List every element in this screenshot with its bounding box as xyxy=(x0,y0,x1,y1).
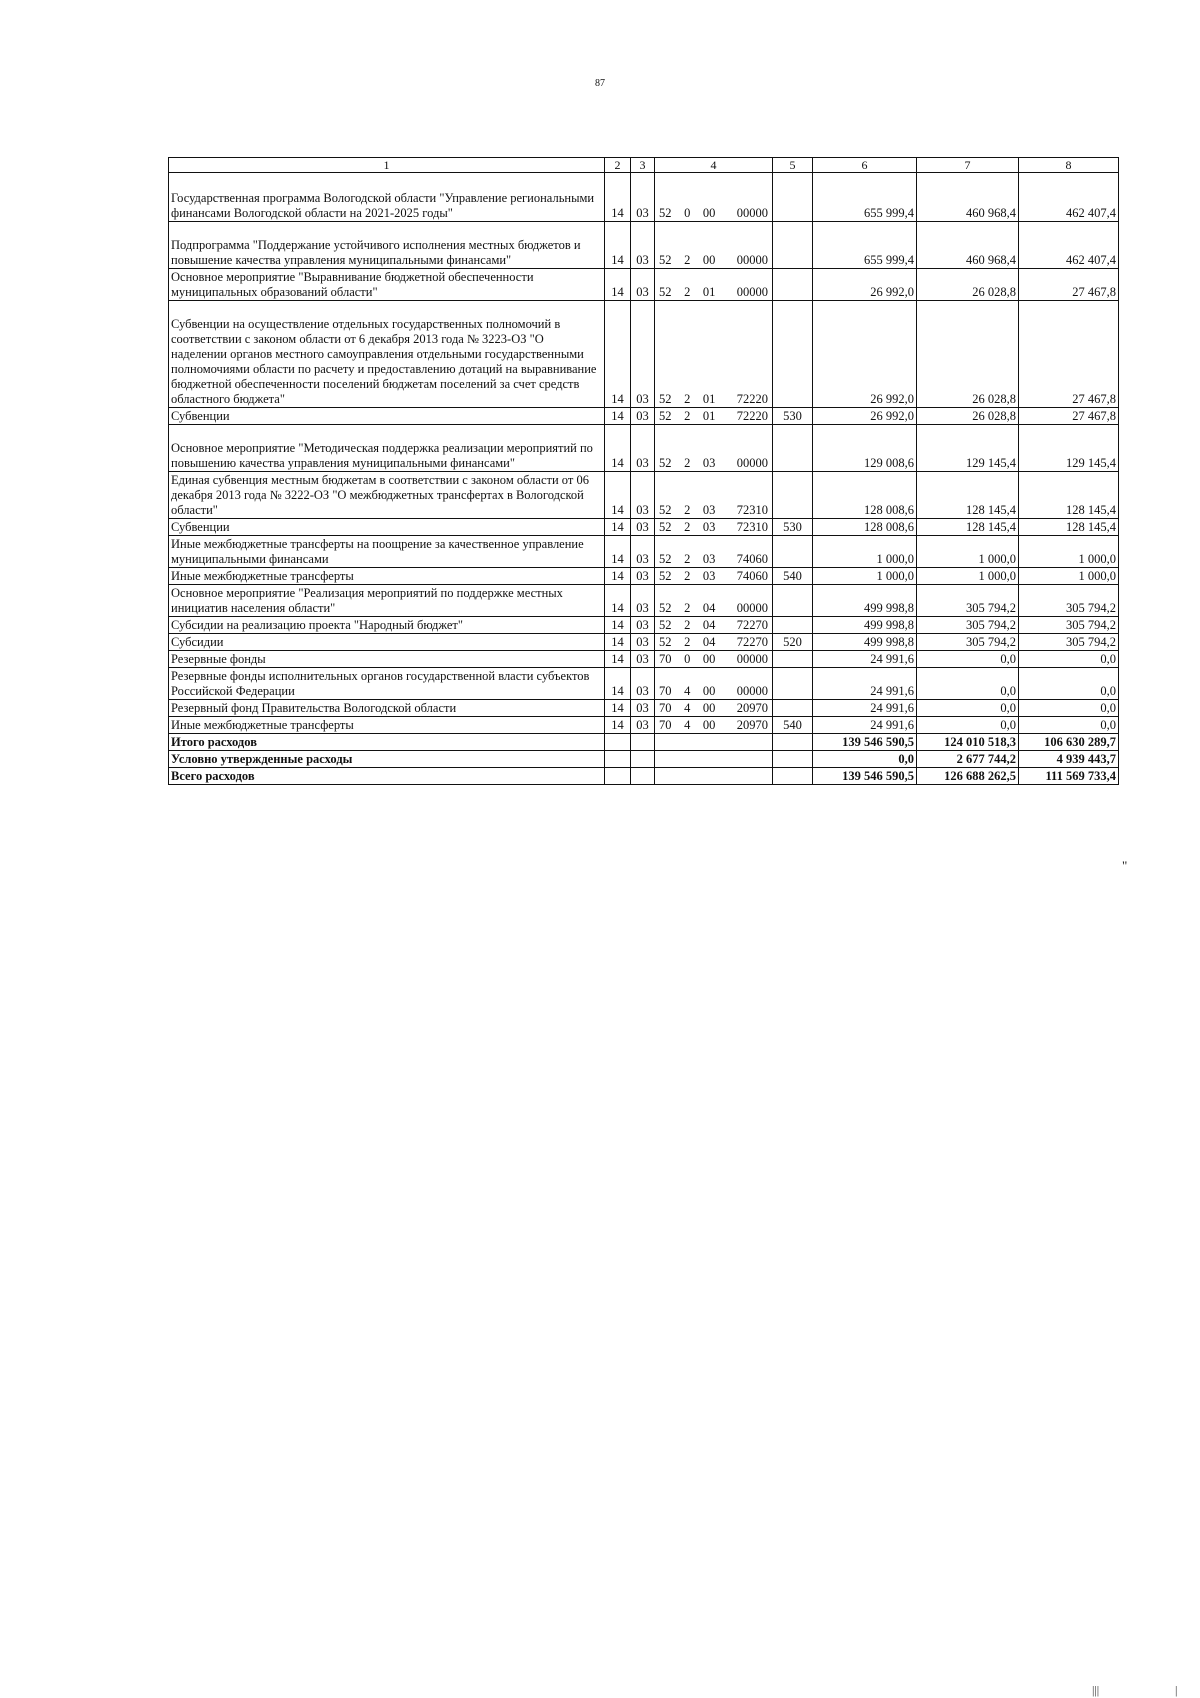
target-article-part: 70 xyxy=(659,652,672,667)
target-article-parts xyxy=(657,652,770,667)
expense-type-code: 540 xyxy=(773,568,813,585)
header-cell: 4 xyxy=(655,158,773,173)
section-code: 14 xyxy=(605,301,631,408)
table-row xyxy=(169,617,1119,634)
amount-col-7: 26 028,8 xyxy=(917,301,1019,408)
target-article-part: 01 xyxy=(702,285,716,300)
target-article-parts xyxy=(657,285,770,300)
amount-col-7: 305 794,2 xyxy=(917,617,1019,634)
section-code: 14 xyxy=(605,651,631,668)
row-name: Субсидии xyxy=(169,634,605,651)
amount-col-8: 0,0 xyxy=(1019,668,1119,700)
target-article-parts xyxy=(657,601,770,616)
target-article-part: 2 xyxy=(684,456,691,471)
target-article-part: 2 xyxy=(684,285,691,300)
amount-col-7: 305 794,2 xyxy=(917,585,1019,617)
row-name: Резервный фонд Правительства Вологодской области xyxy=(169,700,605,717)
target-article-parts xyxy=(657,392,770,407)
target-article-part: 72310 xyxy=(736,520,768,535)
target-article-code xyxy=(655,425,773,472)
subsection-code: 03 xyxy=(631,301,655,408)
target-article-part: 00000 xyxy=(736,253,768,268)
section-code: 14 xyxy=(605,634,631,651)
target-article-part: 52 xyxy=(659,618,672,633)
subsection-code: 03 xyxy=(631,651,655,668)
amount-col-6: 128 008,6 xyxy=(813,519,917,536)
expense-type-code xyxy=(773,585,813,617)
expense-type-code xyxy=(773,301,813,408)
target-article-part: 00 xyxy=(702,718,716,733)
expense-type-code xyxy=(773,425,813,472)
target-article-code xyxy=(655,301,773,408)
target-article-part: 20970 xyxy=(736,718,768,733)
amount-col-8: 1 000,0 xyxy=(1019,536,1119,568)
section-code: 14 xyxy=(605,269,631,301)
target-article-part: 03 xyxy=(702,520,716,535)
target-article-parts xyxy=(657,718,770,733)
target-article-part: 2 xyxy=(684,503,691,518)
target-article-code xyxy=(655,617,773,634)
target-article-part: 2 xyxy=(684,409,691,424)
target-article-part: 2 xyxy=(684,618,691,633)
target-article-part: 03 xyxy=(702,456,716,471)
target-article-part: 01 xyxy=(702,409,716,424)
section-code: 14 xyxy=(605,425,631,472)
amount-col-8: 27 467,8 xyxy=(1019,269,1119,301)
margin-mark: | xyxy=(1175,1683,1178,1697)
amount-col-7: 305 794,2 xyxy=(917,634,1019,651)
section-code: 14 xyxy=(605,519,631,536)
amount-col-7: 0,0 xyxy=(917,668,1019,700)
row-name: Субсидии на реализацию проекта "Народный бюджет" xyxy=(169,617,605,634)
subsection-code: 03 xyxy=(631,222,655,269)
row-name: Субвенции xyxy=(169,519,605,536)
target-article-code xyxy=(655,700,773,717)
table-row xyxy=(169,700,1119,717)
target-article-part: 0 xyxy=(684,206,691,221)
header-cell: 8 xyxy=(1019,158,1119,173)
target-article-part: 00 xyxy=(702,684,716,699)
target-article-part: 74060 xyxy=(736,569,768,584)
total-col-6: 0,0 xyxy=(813,751,917,768)
expense-type-code xyxy=(773,617,813,634)
row-name: Субвенции на осуществление отдельных государственных полномочий в соответствии с законом области от 6 декабря 2013 года № 3223-ОЗ "О наделении органов местного самоуправления отдельными государственными полномочиями области по расчету и предоставлению дотаций на выравнивание бюджетной обеспеченности поселений бюджетам поселений за счет средств областного бюджета" xyxy=(169,301,605,408)
section-code: 14 xyxy=(605,585,631,617)
table-row xyxy=(169,408,1119,425)
row-name: Государственная программа Вологодской области "Управление региональными финансами Вологодской области на 2021-2025 годы" xyxy=(169,173,605,222)
target-article-part: 72270 xyxy=(736,635,768,650)
row-name: Иные межбюджетные трансферты на поощрение за качественное управление муниципальными финансами xyxy=(169,536,605,568)
target-article-part: 72220 xyxy=(736,409,768,424)
amount-col-7: 1 000,0 xyxy=(917,536,1019,568)
expense-type-code xyxy=(773,472,813,519)
total-row xyxy=(169,734,1119,751)
target-article-part: 04 xyxy=(702,635,716,650)
amount-col-6: 26 992,0 xyxy=(813,269,917,301)
empty-cell xyxy=(631,751,655,768)
amount-col-6: 26 992,0 xyxy=(813,408,917,425)
subsection-code: 03 xyxy=(631,568,655,585)
row-name: Иные межбюджетные трансферты xyxy=(169,568,605,585)
target-article-part: 52 xyxy=(659,503,672,518)
row-name: Резервные фонды xyxy=(169,651,605,668)
target-article-parts xyxy=(657,684,770,699)
target-article-parts xyxy=(657,253,770,268)
target-article-part: 2 xyxy=(684,392,691,407)
table-row xyxy=(169,634,1119,651)
table-row xyxy=(169,668,1119,700)
target-article-parts xyxy=(657,552,770,567)
amount-col-6: 26 992,0 xyxy=(813,301,917,408)
target-article-part: 03 xyxy=(702,552,716,567)
amount-col-8: 27 467,8 xyxy=(1019,301,1119,408)
empty-cell xyxy=(773,768,813,785)
target-article-parts xyxy=(657,409,770,424)
target-article-part: 2 xyxy=(684,552,691,567)
subsection-code: 03 xyxy=(631,536,655,568)
header-cell: 6 xyxy=(813,158,917,173)
target-article-part: 52 xyxy=(659,409,672,424)
target-article-code xyxy=(655,519,773,536)
amount-col-6: 499 998,8 xyxy=(813,585,917,617)
expense-type-code xyxy=(773,668,813,700)
subsection-code: 03 xyxy=(631,425,655,472)
row-name: Основное мероприятие "Выравнивание бюджетной обеспеченности муниципальных образований области" xyxy=(169,269,605,301)
table-row xyxy=(169,301,1119,408)
section-code: 14 xyxy=(605,568,631,585)
target-article-part: 52 xyxy=(659,456,672,471)
expense-type-code: 530 xyxy=(773,519,813,536)
amount-col-6: 655 999,4 xyxy=(813,173,917,222)
target-article-part: 72270 xyxy=(736,618,768,633)
target-article-parts xyxy=(657,503,770,518)
target-article-code xyxy=(655,668,773,700)
empty-cell xyxy=(605,768,631,785)
target-article-part: 52 xyxy=(659,253,672,268)
target-article-part: 00000 xyxy=(736,206,768,221)
amount-col-6: 1 000,0 xyxy=(813,568,917,585)
amount-col-8: 305 794,2 xyxy=(1019,585,1119,617)
target-article-code xyxy=(655,269,773,301)
section-code: 14 xyxy=(605,717,631,734)
empty-cell xyxy=(605,751,631,768)
table-row xyxy=(169,585,1119,617)
amount-col-6: 24 991,6 xyxy=(813,700,917,717)
amount-col-6: 24 991,6 xyxy=(813,668,917,700)
header-cell: 5 xyxy=(773,158,813,173)
target-article-parts xyxy=(657,206,770,221)
target-article-parts xyxy=(657,701,770,716)
amount-col-7: 0,0 xyxy=(917,700,1019,717)
section-code: 14 xyxy=(605,536,631,568)
target-article-code xyxy=(655,536,773,568)
target-article-part: 52 xyxy=(659,635,672,650)
amount-col-8: 0,0 xyxy=(1019,717,1119,734)
target-article-part: 2 xyxy=(684,635,691,650)
amount-col-7: 128 145,4 xyxy=(917,519,1019,536)
amount-col-8: 128 145,4 xyxy=(1019,519,1119,536)
row-name: Подпрограмма "Поддержание устойчивого исполнения местных бюджетов и повышение качества управления муниципальными финансами" xyxy=(169,222,605,269)
target-article-part: 00 xyxy=(702,652,716,667)
empty-cell xyxy=(773,734,813,751)
target-article-code xyxy=(655,173,773,222)
expense-type-code xyxy=(773,700,813,717)
expense-type-code: 520 xyxy=(773,634,813,651)
row-name: Резервные фонды исполнительных органов государственной власти субъектов Российской Федерации xyxy=(169,668,605,700)
section-code: 14 xyxy=(605,700,631,717)
empty-cell xyxy=(655,768,773,785)
row-name: Иные межбюджетные трансферты xyxy=(169,717,605,734)
total-name: Условно утвержденные расходы xyxy=(169,751,605,768)
target-article-part: 72220 xyxy=(736,392,768,407)
target-article-part: 52 xyxy=(659,285,672,300)
target-article-part: 20970 xyxy=(736,701,768,716)
header-cell: 7 xyxy=(917,158,1019,173)
target-article-part: 2 xyxy=(684,569,691,584)
empty-cell xyxy=(605,734,631,751)
table-row xyxy=(169,222,1119,269)
amount-col-7: 0,0 xyxy=(917,651,1019,668)
target-article-part: 00000 xyxy=(736,684,768,699)
table-row xyxy=(169,269,1119,301)
total-name: Итого расходов xyxy=(169,734,605,751)
target-article-part: 52 xyxy=(659,552,672,567)
amount-col-6: 128 008,6 xyxy=(813,472,917,519)
subsection-code: 03 xyxy=(631,617,655,634)
target-article-part: 00 xyxy=(702,701,716,716)
target-article-part: 03 xyxy=(702,569,716,584)
subsection-code: 03 xyxy=(631,173,655,222)
expense-type-code: 530 xyxy=(773,408,813,425)
target-article-code xyxy=(655,585,773,617)
row-name: Основное мероприятие "Методическая поддержка реализации мероприятий по повышению качества управления муниципальными финансами" xyxy=(169,425,605,472)
subsection-code: 03 xyxy=(631,472,655,519)
total-row xyxy=(169,768,1119,785)
header-cell: 2 xyxy=(605,158,631,173)
section-code: 14 xyxy=(605,408,631,425)
target-article-part: 00000 xyxy=(736,652,768,667)
total-col-6: 139 546 590,5 xyxy=(813,768,917,785)
target-article-part: 0 xyxy=(684,652,691,667)
table-row xyxy=(169,651,1119,668)
empty-cell xyxy=(773,751,813,768)
target-article-code xyxy=(655,222,773,269)
section-code: 14 xyxy=(605,472,631,519)
target-article-code xyxy=(655,717,773,734)
margin-marks: ||| xyxy=(1092,1683,1100,1697)
header-cell: 1 xyxy=(169,158,605,173)
amount-col-7: 26 028,8 xyxy=(917,408,1019,425)
table-row xyxy=(169,425,1119,472)
target-article-part: 52 xyxy=(659,601,672,616)
expense-type-code: 540 xyxy=(773,717,813,734)
closing-quote: " xyxy=(1122,858,1128,873)
amount-col-6: 24 991,6 xyxy=(813,651,917,668)
budget-table xyxy=(168,157,1119,785)
amount-col-8: 462 407,4 xyxy=(1019,173,1119,222)
table-row xyxy=(169,568,1119,585)
subsection-code: 03 xyxy=(631,269,655,301)
target-article-parts xyxy=(657,618,770,633)
subsection-code: 03 xyxy=(631,408,655,425)
target-article-code xyxy=(655,568,773,585)
header-cell: 3 xyxy=(631,158,655,173)
total-name: Всего расходов xyxy=(169,768,605,785)
target-article-part: 4 xyxy=(684,718,691,733)
subsection-code: 03 xyxy=(631,700,655,717)
amount-col-6: 129 008,6 xyxy=(813,425,917,472)
target-article-part: 2 xyxy=(684,253,691,268)
target-article-code xyxy=(655,651,773,668)
target-article-part: 52 xyxy=(659,520,672,535)
amount-col-8: 305 794,2 xyxy=(1019,617,1119,634)
amount-col-8: 0,0 xyxy=(1019,700,1119,717)
total-col-7: 124 010 518,3 xyxy=(917,734,1019,751)
empty-cell xyxy=(631,734,655,751)
total-col-6: 139 546 590,5 xyxy=(813,734,917,751)
target-article-part: 2 xyxy=(684,601,691,616)
table-row xyxy=(169,519,1119,536)
amount-col-8: 128 145,4 xyxy=(1019,472,1119,519)
target-article-part: 52 xyxy=(659,392,672,407)
target-article-code xyxy=(655,634,773,651)
target-article-part: 52 xyxy=(659,206,672,221)
total-col-8: 111 569 733,4 xyxy=(1019,768,1119,785)
target-article-part: 70 xyxy=(659,701,672,716)
expense-type-code xyxy=(773,651,813,668)
amount-col-6: 24 991,6 xyxy=(813,717,917,734)
expense-type-code xyxy=(773,222,813,269)
target-article-part: 00000 xyxy=(736,601,768,616)
target-article-part: 70 xyxy=(659,718,672,733)
amount-col-8: 129 145,4 xyxy=(1019,425,1119,472)
amount-col-7: 128 145,4 xyxy=(917,472,1019,519)
amount-col-6: 655 999,4 xyxy=(813,222,917,269)
target-article-part: 4 xyxy=(684,684,691,699)
amount-col-8: 0,0 xyxy=(1019,651,1119,668)
expense-type-code xyxy=(773,173,813,222)
target-article-part: 52 xyxy=(659,569,672,584)
subsection-code: 03 xyxy=(631,717,655,734)
expense-type-code xyxy=(773,536,813,568)
target-article-part: 74060 xyxy=(736,552,768,567)
table-row xyxy=(169,173,1119,222)
target-article-part: 04 xyxy=(702,618,716,633)
target-article-part: 04 xyxy=(702,601,716,616)
target-article-parts xyxy=(657,569,770,584)
target-article-parts xyxy=(657,456,770,471)
target-article-part: 01 xyxy=(702,392,716,407)
total-col-8: 106 630 289,7 xyxy=(1019,734,1119,751)
target-article-parts xyxy=(657,635,770,650)
row-name: Субвенции xyxy=(169,408,605,425)
amount-col-7: 26 028,8 xyxy=(917,269,1019,301)
section-code: 14 xyxy=(605,617,631,634)
amount-col-7: 129 145,4 xyxy=(917,425,1019,472)
total-col-7: 126 688 262,5 xyxy=(917,768,1019,785)
row-name: Основное мероприятие "Реализация мероприятий по поддержке местных инициатив населения области" xyxy=(169,585,605,617)
target-article-code xyxy=(655,408,773,425)
table-row xyxy=(169,472,1119,519)
target-article-part: 00 xyxy=(702,253,716,268)
amount-col-8: 27 467,8 xyxy=(1019,408,1119,425)
target-article-part: 00 xyxy=(702,206,716,221)
target-article-part: 00000 xyxy=(736,285,768,300)
subsection-code: 03 xyxy=(631,668,655,700)
section-code: 14 xyxy=(605,668,631,700)
amount-col-7: 460 968,4 xyxy=(917,222,1019,269)
subsection-code: 03 xyxy=(631,634,655,651)
table-row xyxy=(169,536,1119,568)
subsection-code: 03 xyxy=(631,519,655,536)
total-row xyxy=(169,751,1119,768)
table-row xyxy=(169,717,1119,734)
target-article-code xyxy=(655,472,773,519)
section-code: 14 xyxy=(605,173,631,222)
target-article-part: 70 xyxy=(659,684,672,699)
expense-type-code xyxy=(773,269,813,301)
target-article-part: 2 xyxy=(684,520,691,535)
amount-col-8: 462 407,4 xyxy=(1019,222,1119,269)
subsection-code: 03 xyxy=(631,585,655,617)
target-article-part: 03 xyxy=(702,503,716,518)
row-name: Единая субвенция местным бюджетам в соответствии с законом области от 06 декабря 2013 года № 3222-ОЗ "О межбюджетных трансфертах в Вологодской области" xyxy=(169,472,605,519)
amount-col-6: 499 998,8 xyxy=(813,634,917,651)
amount-col-6: 1 000,0 xyxy=(813,536,917,568)
section-code: 14 xyxy=(605,222,631,269)
amount-col-8: 305 794,2 xyxy=(1019,634,1119,651)
target-article-part: 72310 xyxy=(736,503,768,518)
total-col-8: 4 939 443,7 xyxy=(1019,751,1119,768)
empty-cell xyxy=(655,734,773,751)
amount-col-7: 0,0 xyxy=(917,717,1019,734)
target-article-parts xyxy=(657,520,770,535)
amount-col-8: 1 000,0 xyxy=(1019,568,1119,585)
target-article-part: 00000 xyxy=(736,456,768,471)
amount-col-7: 460 968,4 xyxy=(917,173,1019,222)
table-body xyxy=(169,158,1119,785)
amount-col-7: 1 000,0 xyxy=(917,568,1019,585)
header-row xyxy=(169,158,1119,173)
target-article-part: 4 xyxy=(684,701,691,716)
empty-cell xyxy=(631,768,655,785)
total-col-7: 2 677 744,2 xyxy=(917,751,1019,768)
page-number: 87 xyxy=(595,78,605,89)
amount-col-6: 499 998,8 xyxy=(813,617,917,634)
empty-cell xyxy=(655,751,773,768)
